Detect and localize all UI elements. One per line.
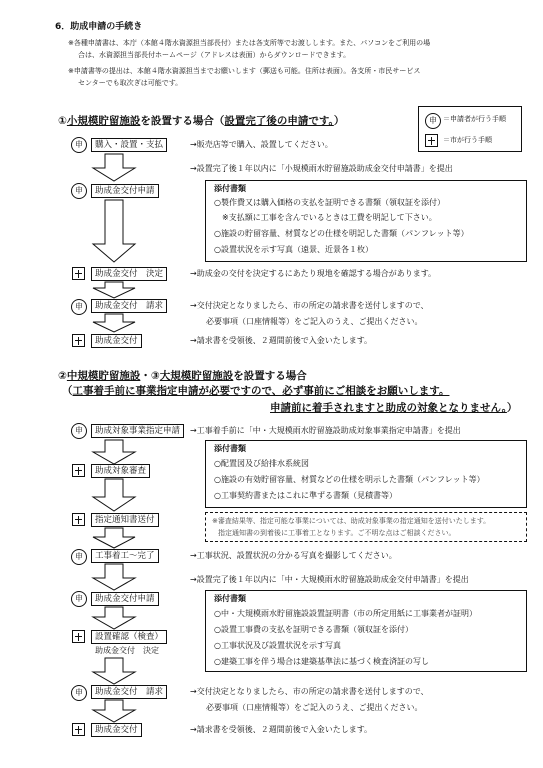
flow-arrow xyxy=(90,200,140,266)
warning-end: ） xyxy=(506,402,518,414)
applicant-icon: 申 xyxy=(71,549,87,565)
attachment-box xyxy=(205,180,527,262)
step-label: 助成金交付申請 xyxy=(91,592,159,606)
note-line-1: ※各種申請書は、本庁（本館４階水資源担当部長付）または各支所等でお渡しします。また、パソコンをご利用の場 xyxy=(68,39,431,47)
attachment-item: ○工事状況及び設置状況を示す写真 xyxy=(214,641,341,650)
legend-box xyxy=(418,106,522,152)
step-label: 助成金交付 xyxy=(91,334,142,348)
step-label: 助成金交付申請 xyxy=(91,184,159,198)
applicant-icon: 申 xyxy=(71,685,87,701)
step-desc: →設置完了後１年以内に「中・大規模雨水貯留施設助成金交付申請書」を提出 xyxy=(190,575,469,584)
flow-arrow xyxy=(90,479,140,513)
city-icon xyxy=(72,723,85,736)
flow-arrow xyxy=(90,154,140,182)
section2-title-mid: 中規模貯留施設 xyxy=(66,370,141,382)
legend-applicant-label: ＝申請者が行う手順 xyxy=(443,115,506,123)
step-desc: →請求書を受領後、２週間前後で入金いたします。 xyxy=(190,336,373,345)
flow-arrow xyxy=(90,607,140,631)
city-icon xyxy=(72,630,85,643)
step-label: 設置確認（検査） xyxy=(91,630,167,644)
section-title: 6．助成申請の手続き xyxy=(55,22,143,32)
attachment-box xyxy=(205,440,527,508)
step-label-sub: 助成金交付 決定 xyxy=(95,646,159,655)
attachment-box xyxy=(205,590,527,672)
section1-title xyxy=(58,113,344,128)
section2-title-large: 大規模貯留施設 xyxy=(159,370,234,382)
step-desc: →助成金の交付を決定するにあたり現地を確認する場合があります。 xyxy=(190,269,437,278)
flow-arrow xyxy=(90,282,140,300)
section2-title-prefix: ② xyxy=(58,370,67,382)
step-label: 助成金交付 請求 xyxy=(91,685,167,699)
step-label: 購入・設置・支払 xyxy=(91,138,167,152)
applicant-icon: 申 xyxy=(71,299,87,315)
step-desc: →交付決定となりましたら、市の所定の請求書を送付しますので、 xyxy=(190,301,429,310)
applicant-icon: 申 xyxy=(71,137,87,153)
section1-title-end: ） xyxy=(333,115,345,127)
warning-prefix: （ xyxy=(62,385,73,397)
flow-arrow xyxy=(90,564,140,592)
attachment-title: 添付書類 xyxy=(214,444,246,453)
city-symbol-icon xyxy=(425,134,438,147)
flow-arrow xyxy=(90,528,140,550)
section2-warning-1 xyxy=(62,383,449,398)
applicant-icon: 申 xyxy=(71,591,87,607)
attachment-title: 添付書類 xyxy=(214,184,246,193)
step-desc: →工事状況、設置状況の分かる写真を撮影してください。 xyxy=(190,551,397,560)
attachment-item: ○建築工事を伴う場合は建築基準法に基づく検査済証の写し xyxy=(214,657,429,666)
applicant-icon: 申 xyxy=(71,183,87,199)
attachment-item: ○設置工事費の支払を証明できる書類（領収証を添付） xyxy=(214,625,413,634)
step-label: 助成対象事業指定申請 xyxy=(91,424,184,438)
legend-city-label: ＝市が行う手順 xyxy=(443,136,492,144)
step-label: 指定通知書送付 xyxy=(91,513,159,527)
attachment-item: ○施設の貯留容量、材質などの仕様を明記した書類（パンフレット等） xyxy=(214,229,469,238)
attachment-item: ○中・大規模雨水貯留施設設置証明書（市の所定用紙に工事業者が証明） xyxy=(214,609,477,618)
note-line-3: ※申請書等の提出は、本館４階水資源担当までお願いします（郵送も可能。住所は表面）。各支所・市民サービス xyxy=(68,67,421,75)
city-icon xyxy=(72,334,85,347)
step-label: 工事着工～完了 xyxy=(91,549,159,563)
step-desc: →設置完了後１年以内に「小規模雨水貯留施設助成金交付申請書」を提出 xyxy=(190,164,453,173)
step-label: 助成金交付 決定 xyxy=(91,267,167,281)
attachment-item: ○工事契約書またはこれに準ずる書類（見積書等） xyxy=(214,491,397,500)
section2-title-sep: ・③ xyxy=(140,370,160,382)
section2-title xyxy=(58,368,307,383)
section1-title-main: 小規模貯留施設 xyxy=(66,115,141,127)
section1-title-prefix: ① xyxy=(58,115,67,127)
step-desc-cont: 必要事項（口座情報等）をご記入のうえ、ご提出ください。 xyxy=(206,703,423,712)
attachment-item: ○設置状況を示す写真（遠景、近景各１枚） xyxy=(214,245,373,254)
warning-underlined-2: 申請前に着手されますと助成の対象となりません。 xyxy=(270,402,507,414)
note-line-2: 合は、水資源担当部長付ホームページ（アドレスは表面）からダウンロードできます。 xyxy=(78,51,351,59)
city-icon xyxy=(72,513,85,526)
notice-box xyxy=(205,512,527,542)
step-desc: →交付決定となりましたら、市の所定の請求書を送付しますので、 xyxy=(190,687,429,696)
attachment-title: 添付書類 xyxy=(214,594,246,603)
flow-arrow xyxy=(90,440,140,466)
flow-arrow xyxy=(90,658,140,686)
step-label: 助成対象審査 xyxy=(91,464,150,478)
step-label: 助成金交付 xyxy=(91,723,142,737)
section2-title-rest: を設置する場合 xyxy=(233,370,307,382)
step-desc-cont: 必要事項（口座情報等）をご記入のうえ、ご提出ください。 xyxy=(206,317,423,326)
section2-warning-2 xyxy=(270,400,517,415)
warning-underlined: 工事着手前に事業指定申請が必要ですので、必ず事前にご相談をお願いします。 xyxy=(72,385,450,397)
attachment-item: ※支払額に工事を含んでいるときは工費を明記して下さい。 xyxy=(222,213,437,222)
notice-line: 指定通知書の到着後に工事着工となります。ご不明な点はご相談ください。 xyxy=(218,529,456,537)
step-desc: →請求書を受領後、２週間前後で入金いたします。 xyxy=(190,725,373,734)
applicant-symbol-icon: 申 xyxy=(425,113,441,129)
note-line-4: センターでも取次ぎは可能です。 xyxy=(78,79,183,87)
city-icon xyxy=(72,464,85,477)
step-desc: →販売店等で購入、設置してください。 xyxy=(190,140,333,149)
attachment-item: ○施設の有効貯留容量、材質などの仕様を明示した書類（パンフレット等） xyxy=(214,475,485,484)
step-desc: →工事着手前に「中・大規模雨水貯留施設助成対象事業指定申請書」を提出 xyxy=(190,426,461,435)
flow-arrow xyxy=(90,700,140,724)
section1-title-rest: を設置する場合（ xyxy=(140,115,225,127)
flow-arrow xyxy=(90,314,140,334)
attachment-item: ○配置図及び給排水系統図 xyxy=(214,459,309,468)
city-icon xyxy=(72,267,85,280)
applicant-icon: 申 xyxy=(71,423,87,439)
notice-line: ※審査結果等、指定可能な事業については、助成対象事業の指定通知を送付いたします。 xyxy=(212,517,491,525)
step-label: 助成金交付 請求 xyxy=(91,299,167,313)
attachment-item: ○製作費又は購入価格の支払を証明できる書類（領収証を添付） xyxy=(214,198,445,207)
section1-title-under: 設置完了後の申請です。 xyxy=(224,115,334,127)
